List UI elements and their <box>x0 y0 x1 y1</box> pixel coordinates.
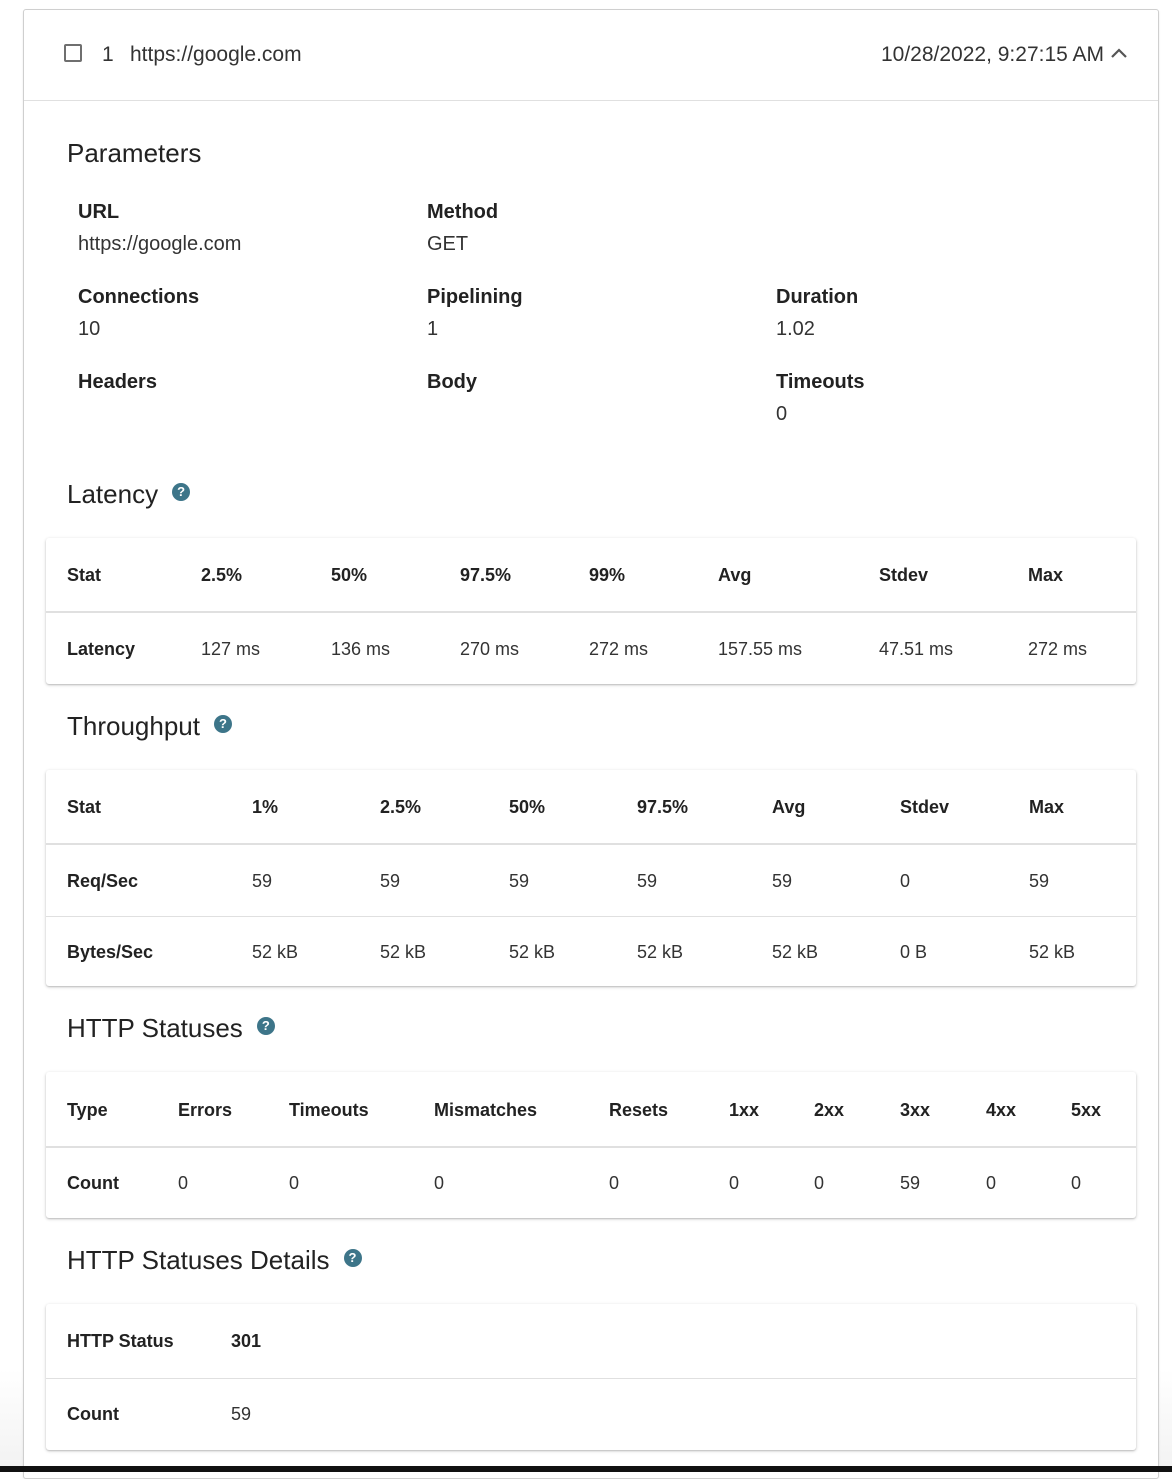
table-cell: 59 <box>772 871 793 891</box>
table-row-label: Count <box>67 1173 119 1193</box>
table-cell: 0 <box>609 1173 620 1193</box>
table-cell: 0 <box>814 1173 825 1193</box>
table-cell: 272 ms <box>1028 639 1088 659</box>
param-label: URL <box>78 201 120 223</box>
table-header-cell: Errors <box>178 1100 233 1120</box>
table-header-cell: Type <box>67 1100 108 1120</box>
table-header-cell: Mismatches <box>434 1100 538 1120</box>
table-header-cell: 1% <box>252 797 279 817</box>
table-row-label: Bytes/Sec <box>67 942 154 962</box>
table-row <box>46 917 1136 988</box>
param-duration <box>776 286 858 341</box>
param-method <box>427 201 498 256</box>
table-cell: 301 <box>231 1331 262 1351</box>
table-header-cell: Stat <box>67 565 102 585</box>
table-cell: 52 kB <box>772 942 819 962</box>
table-header-cell: 1xx <box>729 1100 760 1120</box>
table-cell: 59 <box>380 871 401 891</box>
table-header-cell: Stdev <box>879 565 929 585</box>
param-connections <box>78 286 199 341</box>
table-cell: 52 kB <box>509 942 556 962</box>
table-header-cell: Avg <box>718 565 752 585</box>
table-header-cell: 2.5% <box>201 565 243 585</box>
table-cell: 0 <box>434 1173 445 1193</box>
table-cell: 157.55 ms <box>718 639 803 659</box>
table-header-cell: Stat <box>67 797 102 817</box>
param-url <box>78 201 241 256</box>
http-statuses-table <box>46 1072 1136 1218</box>
param-label: Timeouts <box>776 371 865 393</box>
table-cell: 52 kB <box>252 942 299 962</box>
table-header-row <box>46 1072 1136 1148</box>
http-statuses-title-text: HTTP Statuses <box>67 1013 243 1043</box>
table-cell: 59 <box>1029 871 1050 891</box>
param-label: Body <box>427 371 477 393</box>
result-index: 1 <box>102 43 114 66</box>
question-circle-icon[interactable]: ? <box>214 715 232 733</box>
result-card <box>23 9 1159 1479</box>
param-timeouts <box>776 371 865 426</box>
http-statuses-details-table <box>46 1304 1136 1450</box>
question-circle-icon[interactable]: ? <box>257 1017 275 1035</box>
table-cell: 59 <box>509 871 530 891</box>
table-cell: 59 <box>252 871 273 891</box>
chevron-up-icon[interactable] <box>1110 46 1128 60</box>
table-cell: 59 <box>231 1404 252 1424</box>
table-header-cell: Max <box>1029 797 1065 817</box>
param-label: Connections <box>78 286 200 308</box>
table-cell: 272 ms <box>589 639 649 659</box>
table-cell: 59 <box>637 871 658 891</box>
table-cell: 52 kB <box>1029 942 1076 962</box>
latency-table <box>46 538 1136 684</box>
table-header-cell: 3xx <box>900 1100 931 1120</box>
table-header-cell: 5xx <box>1071 1100 1102 1120</box>
table-row-label: Count <box>67 1404 119 1424</box>
table-header-cell: 50% <box>509 797 546 817</box>
param-value: GET <box>427 233 469 255</box>
param-body <box>427 371 477 403</box>
table-cell: 0 <box>900 871 911 891</box>
select-checkbox[interactable] <box>64 44 82 62</box>
table-cell: 59 <box>900 1173 921 1193</box>
table-row-label: Latency <box>67 639 136 659</box>
question-circle-icon[interactable]: ? <box>344 1249 362 1267</box>
param-pipelining <box>427 286 523 341</box>
parameters-title-text: Parameters <box>67 138 202 168</box>
result-timestamp: 10/28/2022, 9:27:15 AM <box>880 43 1104 66</box>
param-value: 10 <box>78 318 101 340</box>
table-header-cell: 2xx <box>814 1100 845 1120</box>
http-statuses-title <box>67 1013 275 1044</box>
table-header-row <box>46 770 1136 845</box>
latency-title-text: Latency <box>67 479 159 509</box>
table-cell: 0 <box>986 1173 997 1193</box>
table-header-row <box>46 538 1136 613</box>
question-circle-icon[interactable]: ? <box>172 483 190 501</box>
table-row <box>46 845 1136 917</box>
param-value: https://google.com <box>78 233 242 255</box>
table-header-cell: Max <box>1028 565 1064 585</box>
table-row <box>46 613 1136 685</box>
table-header-cell: 4xx <box>986 1100 1017 1120</box>
table-header-cell: Timeouts <box>289 1100 369 1120</box>
throughput-table <box>46 770 1136 986</box>
table-cell: 52 kB <box>380 942 427 962</box>
table-cell: 0 B <box>900 942 928 962</box>
table-header-cell: Stdev <box>900 797 950 817</box>
table-header-cell: 99% <box>589 565 626 585</box>
table-row <box>46 1148 1136 1219</box>
param-headers <box>78 371 157 403</box>
table-header-cell: 50% <box>331 565 368 585</box>
param-value: 1.02 <box>776 318 815 340</box>
param-value: 0 <box>776 403 788 425</box>
param-label: Pipelining <box>427 286 523 308</box>
table-row <box>46 1379 1136 1450</box>
table-cell: 0 <box>289 1173 300 1193</box>
table-header-cell: 97.5% <box>460 565 512 585</box>
result-summary-row[interactable] <box>24 10 1158 101</box>
throughput-title <box>67 711 232 742</box>
table-row-label: Req/Sec <box>67 871 139 891</box>
parameters-title <box>67 138 201 169</box>
table-row-label: HTTP Status <box>67 1331 174 1351</box>
table-cell: 136 ms <box>331 639 391 659</box>
table-cell: 270 ms <box>460 639 520 659</box>
throughput-title-text: Throughput <box>67 711 200 741</box>
table-header-cell: 2.5% <box>380 797 422 817</box>
latency-title <box>67 479 190 510</box>
table-cell: 0 <box>178 1173 189 1193</box>
table-cell: 127 ms <box>201 639 261 659</box>
param-label: Duration <box>776 286 859 308</box>
table-row <box>46 1304 1136 1379</box>
table-header-cell: Resets <box>609 1100 669 1120</box>
http-statuses-details-title <box>67 1245 362 1276</box>
http-statuses-details-title-text: HTTP Statuses Details <box>67 1245 330 1275</box>
window-bottom-edge <box>0 1466 1172 1472</box>
param-value: 1 <box>427 318 439 340</box>
param-label: Headers <box>78 371 157 393</box>
table-cell: 0 <box>729 1173 740 1193</box>
table-header-cell: Avg <box>772 797 806 817</box>
table-cell: 52 kB <box>637 942 684 962</box>
result-url: https://google.com <box>130 43 302 66</box>
table-header-cell: 97.5% <box>637 797 689 817</box>
param-label: Method <box>427 201 499 223</box>
table-cell: 47.51 ms <box>879 639 954 659</box>
table-cell: 0 <box>1071 1173 1082 1193</box>
